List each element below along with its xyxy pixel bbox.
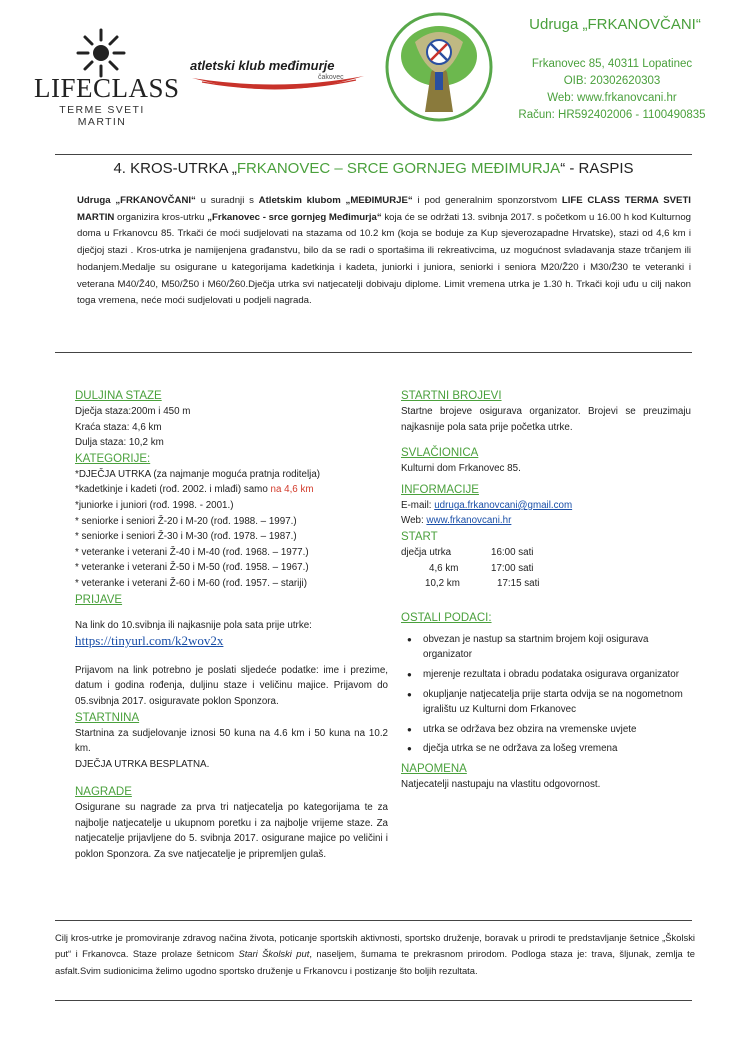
start-time: 16:00 sati bbox=[491, 546, 534, 558]
org-name: Udruga „FRKANOVČANI“ bbox=[529, 16, 701, 33]
document-title bbox=[55, 160, 692, 177]
heading-duljina-staze: DULJINA STAZE bbox=[75, 390, 162, 402]
intro-t1: Udruga bbox=[77, 195, 116, 206]
heading-informacije: INFORMACIJE bbox=[401, 483, 479, 496]
info-web-line bbox=[401, 513, 691, 529]
intro-b4: „Frkanovec - srce gornjeg Međimurja“ bbox=[207, 211, 382, 223]
kategorija-kadeti-text: *kadetkinje i kadeti (rođ. 2002. i mlađi) samo bbox=[75, 484, 271, 496]
start-time: 17:15 sati bbox=[497, 578, 540, 590]
list-item: ● okupljanje natjecatelja prije starta odvija se na nogometnom igralištu uz Kulturni dom Frkanovec bbox=[401, 687, 691, 718]
ostali-list bbox=[401, 632, 691, 757]
org-web: Web: www.frkanovcani.hr bbox=[547, 92, 677, 104]
kategorija-line: *juniorke i juniori (rođ. 1998. - 2001.) bbox=[75, 499, 234, 511]
title-race-name: FRKANOVEC – SRCE GORNJEG MEĐIMURJA bbox=[236, 160, 561, 177]
info-email-label: E-mail: bbox=[401, 499, 435, 511]
divider-footer-end bbox=[55, 1000, 692, 1001]
start-race: 10,2 km bbox=[425, 578, 460, 590]
duljina-line: Dječja staza:200m i 450 m bbox=[75, 406, 191, 417]
kategorija-line bbox=[75, 482, 388, 498]
kategorija-line: *DJEČJA UTRKA (za najmanje moguća pratnja roditelja) bbox=[75, 468, 321, 480]
heading-startni-brojevi: STARTNI BROJEVI bbox=[401, 390, 502, 402]
start-race: dječja utrka bbox=[401, 546, 452, 558]
divider-top bbox=[55, 154, 692, 155]
startni-brojevi-text: Startne brojeve osigurava organizator. Brojevi se preuzimaju najkasnije pola sata prije početka utrke. bbox=[401, 406, 691, 433]
intro-b1: „FRKANOVČANI“ bbox=[115, 195, 196, 206]
intro-paragraph bbox=[77, 193, 691, 310]
intro-t4: organizira kros-utrku bbox=[114, 211, 208, 223]
heading-startnina: STARTNINA bbox=[75, 711, 140, 724]
list-item: ● utrka se održava bez obzira na vremenske uvjete bbox=[401, 722, 691, 738]
list-item: ● dječja utrka se ne održava za lošeg vremena bbox=[401, 741, 691, 757]
frkanovcani-club-logo bbox=[385, 12, 493, 122]
heading-start: START bbox=[401, 530, 438, 543]
atletski-klub-town: čakovec bbox=[318, 74, 344, 81]
list-item: ● obvezan je nastup sa startnim brojem koji osigurava organizator bbox=[401, 632, 691, 663]
intro-b3: LIFE CLASS TERMA SVETI MARTIN bbox=[77, 195, 691, 223]
heading-kategorije: KATEGORIJE: bbox=[75, 452, 151, 465]
title-prefix: 4. KROS-UTRKA „ bbox=[113, 160, 237, 177]
intro-t3: i pod generalnim sponzorstvom bbox=[412, 195, 562, 206]
divider-middle bbox=[55, 352, 692, 353]
kategorija-line: * veteranke i veterani Ž-60 i M-60 (rođ. 1957. – stariji) bbox=[75, 577, 307, 589]
kategorija-line: * seniorke i seniori Ž-30 i M-30 (rođ. 1978. – 1987.) bbox=[75, 531, 297, 543]
kategorija-line: * veteranke i veterani Ž-50 i M-50 (rođ. 1958. – 1967.) bbox=[75, 562, 309, 574]
org-address: Frkanovec 85, 40311 Lopatinec bbox=[531, 58, 693, 70]
heading-napomena: NAPOMENA bbox=[401, 762, 467, 775]
lifeclass-sun-logo bbox=[75, 26, 127, 78]
info-web-link[interactable]: www.frkanovcani.hr bbox=[426, 515, 512, 527]
start-time: 17:00 sati bbox=[491, 562, 534, 574]
atletski-klub-logo-text: atletski klub međimurje bbox=[190, 58, 335, 73]
lifeclass-wordmark: LIFECLASS bbox=[34, 73, 180, 103]
intro-t5: koja će se održati 13. svibnja 2017. s početkom u 16.00 h kod Kulturnog doma u Frkanovcu 85. Trkači će moći sudjelovati na stazama od 10.2 km (koja se boduje za Kup sjeverozapadne Hrvatske), stazi od 4,6 km i dječjoj stazi . Kros-utrka je namijenjena građanstvu, bilo da se radi o sportašima ili rekreativcima, uz mogućnost svladavanja staze trčanjem ili hodanjem.Medalje su osigurane u kategorijama kadetkinja i kadeta, juniorki i juniora, seniorki i seniora M20/Ž20 i M30/Ž30 te veteranki i veterana M40/Ž40, M50/Ž50 i M60/Ž60.Dječja utrka svi natjecatelji dobivaju diplome. Limit vremena utrka je 1.30 h. Trkači koji uđu u cilj nakon toga vremena, neće moći sudjelovati u podjeli nagrada. bbox=[77, 211, 691, 307]
heading-ostali-podaci: OSTALI PODACI: bbox=[401, 611, 492, 624]
svlacionica-text: Kulturni dom Frkanovec 85. bbox=[401, 463, 521, 475]
napomena-text: Natjecatelji nastupaju na vlastitu odgovornost. bbox=[401, 778, 601, 790]
kategorija-line: * seniorke i seniori Ž-20 i M-20 (rođ. 1988. – 1997.) bbox=[75, 515, 297, 527]
start-row bbox=[401, 576, 691, 592]
footer-paragraph bbox=[55, 930, 695, 979]
info-web-label: Web: bbox=[401, 515, 427, 527]
info-email-line bbox=[401, 498, 691, 514]
heading-svlacionica: SVLAČIONICA bbox=[401, 447, 479, 460]
prijave-link[interactable]: https://tinyurl.com/k2wov2x bbox=[75, 633, 224, 649]
footer-t2: , naseljem, šumama te prekrasnom prirodom. Podloga staza je: trava, šljunak, zemlja te asfalt.Svim sudionicima želimo ugodno sportsko druženje u Frkanovcu i postizanje što boljih rezultata. bbox=[55, 948, 695, 976]
left-column bbox=[75, 388, 388, 863]
prijave-details: Prijavom na link potrebno je poslati sljedeće podatke: ime i prezime, datum i godina rođenja, duljinu staze i veličinu majice. Prijavom do 05.svibnja 2017. osiguravate poklon Sponzora. bbox=[75, 664, 388, 707]
org-oib: OIB: 20302620303 bbox=[563, 75, 661, 87]
start-race: 4,6 km bbox=[429, 562, 459, 574]
nagrade-text: Osigurane su nagrade za prva tri natjecatelja po kategorijama te za najbolje natjecatelje u ukupnom poretku i za najbolje vrijeme staze. Za natjecatelje prijavljene do 5. svibnja 2017. osigurane majice po veličini i poklon Sponzora. Za sve natjecatelje je pripremljen gulaš. bbox=[75, 802, 388, 861]
intro-b2: Atletskim klubom „MEĐIMURJE“ bbox=[258, 195, 413, 206]
right-column bbox=[401, 388, 691, 793]
org-account: Račun: HR592402006 - 1100490835 bbox=[518, 109, 706, 121]
footer-t1: Cilj kros-utrke je promoviranje zdravog načina života, poticanje sportskih aktivnosti, sportsko druženje, boravak u prirodi te predstavljanje šetnice „Školski put“ i Frkanovca. Staze prolaze šetnicom bbox=[55, 932, 695, 960]
list-item: ● mjerenje rezultata i obradu podataka osigurava organizator bbox=[401, 667, 691, 683]
kategorija-kadeti-distance: na 4,6 km bbox=[270, 484, 314, 496]
startnina-text: Startnina za sudjelovanje iznosi 50 kuna na 4.6 km i 50 kuna na 10.2 km. bbox=[75, 727, 388, 755]
duljina-line: Dulja staza: 10,2 km bbox=[75, 437, 164, 449]
start-row bbox=[401, 545, 691, 561]
divider-bottom bbox=[55, 920, 692, 921]
startnina-free: DJEČJA UTRKA BESPLATNA. bbox=[75, 758, 210, 770]
start-row bbox=[401, 561, 691, 577]
kategorija-line: * veteranke i veterani Ž-40 i M-40 (rođ. 1968. – 1977.) bbox=[75, 546, 309, 558]
title-suffix: “ - RASPIS bbox=[560, 160, 634, 177]
footer-italic: Stari Školski put bbox=[238, 948, 310, 960]
duljina-line: Kraća staza: 4,6 km bbox=[75, 421, 162, 433]
lifeclass-subtitle: TERME SVETI MARTIN bbox=[59, 104, 145, 128]
heading-nagrade: NAGRADE bbox=[75, 786, 132, 799]
prijave-text: Na link do 10.svibnja ili najkasnije pola sata prije utrke: bbox=[75, 619, 312, 631]
intro-t2: u suradnji s bbox=[195, 195, 259, 206]
info-email-link[interactable]: udruga.frkanovcani@gmail.com bbox=[434, 499, 573, 511]
heading-prijave: PRIJAVE bbox=[75, 593, 123, 606]
